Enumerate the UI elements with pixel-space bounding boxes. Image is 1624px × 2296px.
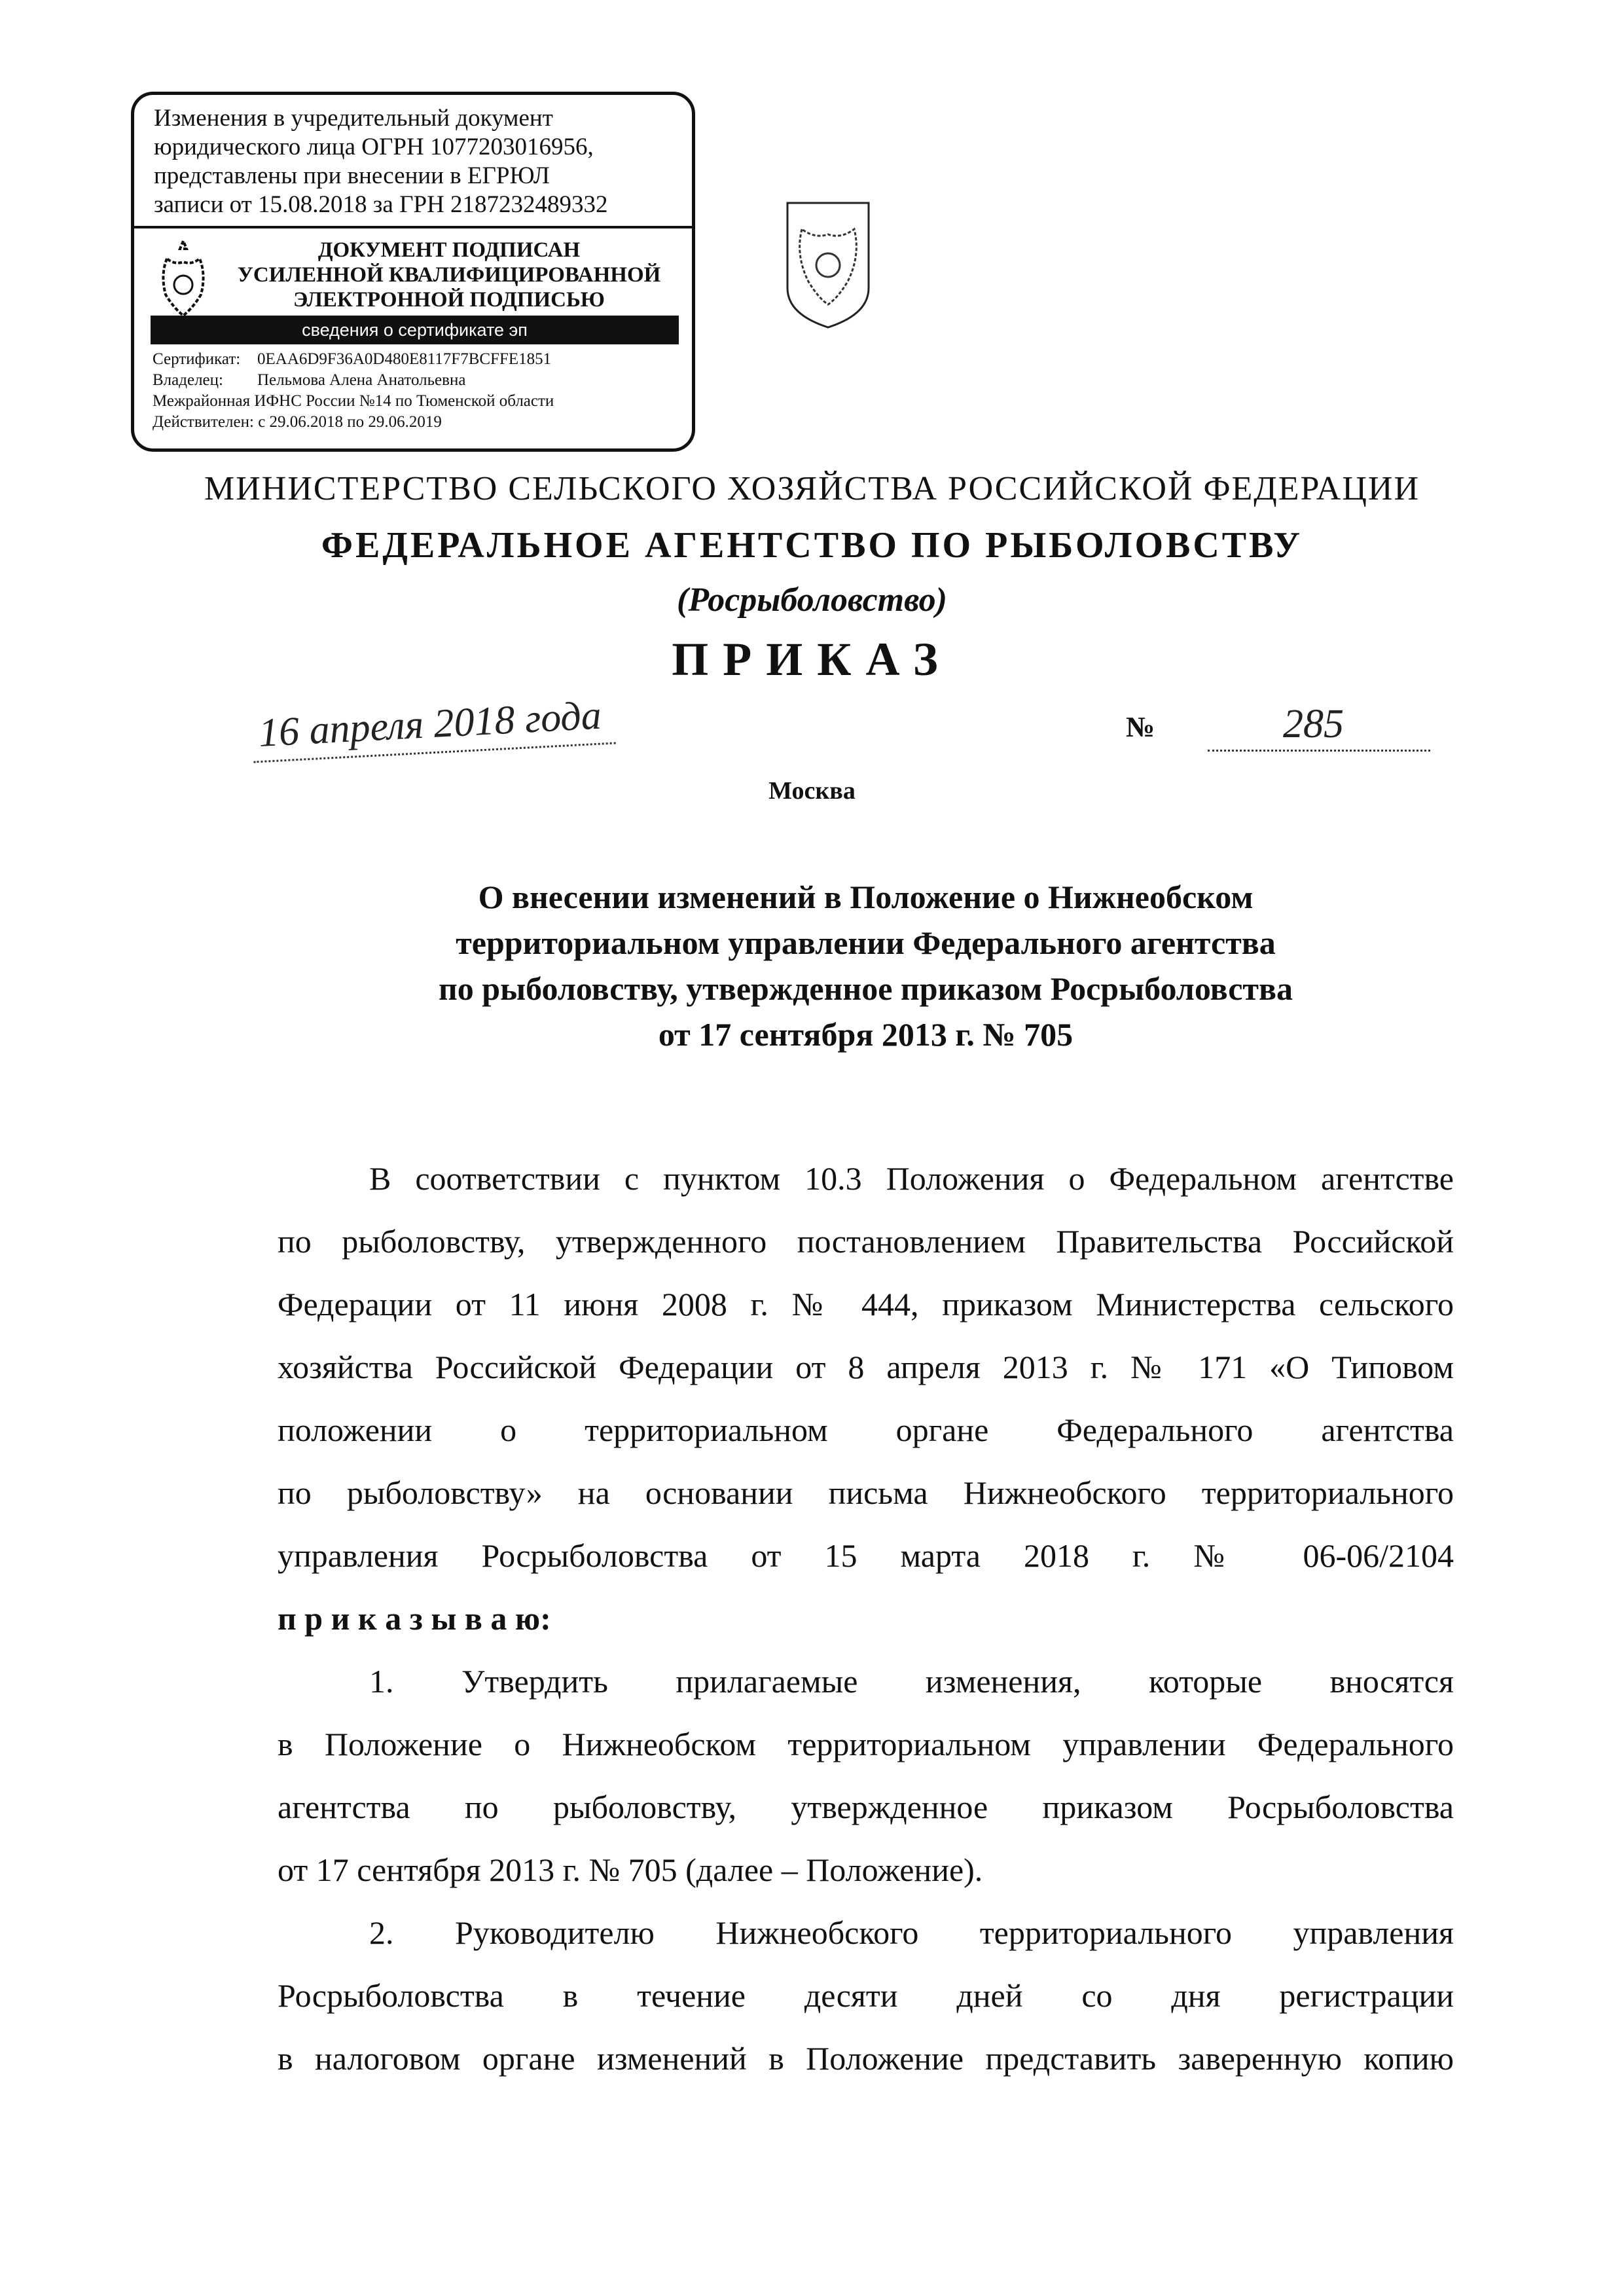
body-line: положении о территориальном органе Федерального агентства [278, 1412, 1454, 1448]
emblem-icon [782, 190, 874, 331]
handwritten-number: 285 [1283, 702, 1344, 746]
body-line: от 17 сентября 2013 г. № 705 (далее – Положение). [278, 1851, 983, 1888]
owner-value: Пельмова Алена Анатольевна [257, 371, 466, 389]
signed-line: ДОКУМЕНТ ПОДПИСАН [317, 238, 581, 262]
stamp-divider [134, 226, 692, 228]
number-underline [1208, 750, 1430, 752]
body-line: Росрыболовства в течение десяти дней со дня регистрации [278, 1977, 1454, 2014]
order-word: п р и к а з ы в а ю: [278, 1600, 551, 1637]
signed-line: УСИЛЕННОЙ КВАЛИФИЦИРОВАННОЙ [237, 263, 661, 287]
document-title [278, 874, 1454, 1057]
certificate-details [153, 349, 554, 433]
body-line: хозяйства Российской Федерации от 8 апреля 2013 г. № 171 «О Типовом [278, 1349, 1454, 1385]
ministry-name: МИНИСТЕРСТВО СЕЛЬСКОГО ХОЗЯЙСТВА РОССИЙСКОЙ ФЕДЕРАЦИИ [204, 470, 1420, 507]
body-line: агентства по рыболовству, утвержденное приказом Росрыболовства [278, 1789, 1454, 1825]
cert-value: 0EAA6D9F36A0D480E8117F7BCFFE1851 [257, 350, 552, 368]
cert-issuer: Межрайонная ИФНС России №14 по Тюменской области [153, 392, 554, 410]
title-line: территориальном управлении Федерального агентства [456, 924, 1276, 961]
body-line: в Положение о Нижнеобском территориальном управлении Федерального [278, 1726, 1454, 1762]
signed-notice [213, 238, 685, 312]
signed-line: ЭЛЕКТРОННОЙ ПОДПИСЬЮ [293, 288, 605, 312]
stamp-line: Изменения в учредительный документ [154, 105, 553, 132]
agency-name: ФЕДЕРАЛЬНОЕ АГЕНТСТВО ПО РЫБОЛОВСТВУ [321, 525, 1303, 566]
title-line: от 17 сентября 2013 г. № 705 [658, 1016, 1074, 1053]
cert-validity: Действителен: с 29.06.2018 по 29.06.2019 [153, 413, 442, 431]
stamp-registration-text [154, 104, 608, 219]
agency-short-name: (Росрыболовство) [677, 581, 947, 619]
handwritten-date: 16 апреля 2018 года [251, 691, 616, 763]
certificate-info-bar: сведения о сертификате эп [151, 316, 679, 344]
body-line: управления Росрыболовства от 15 марта 2018 г. № 06-06/2104 [278, 1537, 1454, 1574]
body-line: 1. Утвердить прилагаемые изменения, которые вносятся [369, 1663, 1454, 1700]
body-line: В соответствии с пунктом 10.3 Положения о Федеральном агентстве [369, 1160, 1454, 1197]
body-line: по рыболовству» на основании письма Нижнеобского территориального [278, 1474, 1454, 1511]
owner-label: Владелец: [153, 371, 223, 389]
city: Москва [768, 777, 856, 805]
cert-label: Сертификат: [153, 350, 241, 368]
stamp-line: юридического лица ОГРН 1077203016956, [154, 134, 594, 160]
body-line: по рыболовству, утвержденного постановлением Правительства Российской [278, 1223, 1454, 1260]
body-line: в налоговом органе изменений в Положение представить заверенную копию [278, 2040, 1454, 2077]
body-line: Федерации от 11 июня 2008 г. № 444, приказом Министерства сельского [278, 1286, 1454, 1322]
body-line: 2. Руководителю Нижнеобского территориального управления [369, 1914, 1454, 1951]
document-type: ПРИКАЗ [672, 633, 952, 685]
number-sign: № [1126, 711, 1155, 743]
title-line: по рыболовству, утвержденное приказом Росрыболовства [439, 970, 1293, 1007]
stamp-line: представлены при внесении в ЕГРЮЛ [154, 162, 550, 189]
stamp-line: записи от 15.08.2018 за ГРН 2187232489332 [154, 191, 608, 218]
coat-of-arms-icon [154, 236, 213, 321]
registration-stamp [131, 92, 695, 452]
title-line: О внесении изменений в Положение о Нижнеобском [478, 879, 1254, 915]
